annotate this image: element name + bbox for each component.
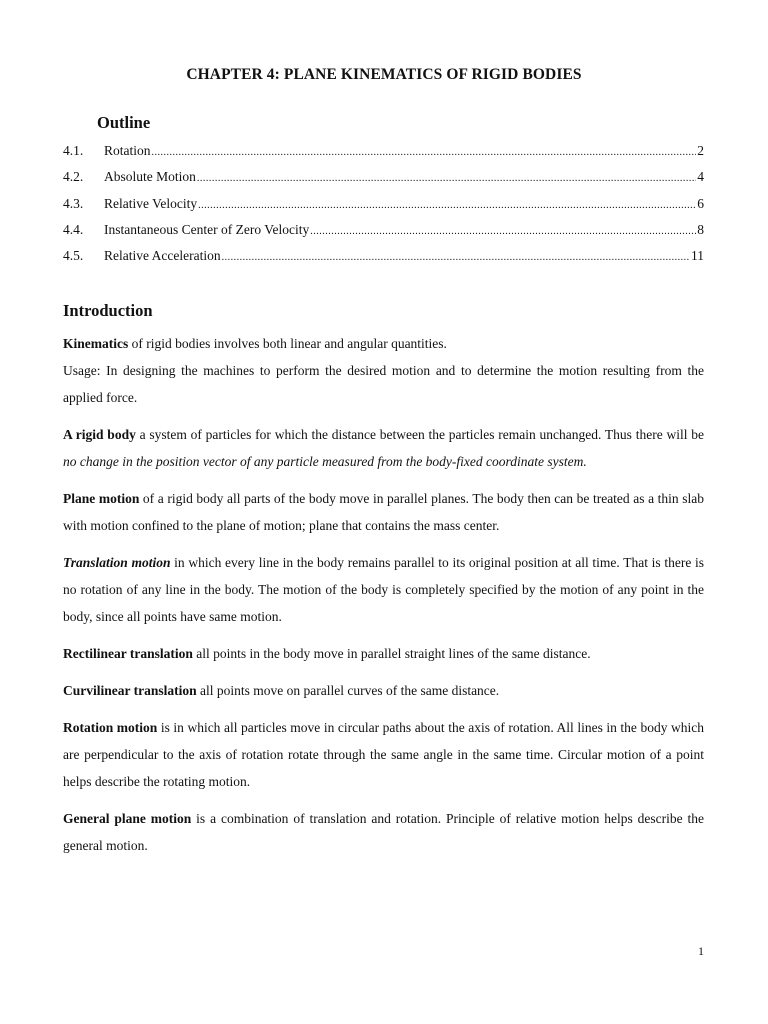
term-rectilinear-translation: Rectilinear translation	[63, 646, 193, 661]
toc-entry-rotation[interactable]	[63, 142, 704, 168]
outline-heading: Outline	[97, 113, 151, 132]
paragraph-kinematics	[63, 330, 704, 357]
toc-entry-instantaneous-center[interactable]	[63, 221, 704, 247]
toc-entry-relative-velocity[interactable]	[63, 195, 704, 221]
toc-entry-page: 6	[697, 195, 704, 211]
introduction-body	[63, 330, 704, 869]
toc-dot-leader	[152, 144, 697, 162]
chapter-title: CHAPTER 4: PLANE KINEMATICS OF RIGID BODIES	[186, 66, 582, 83]
toc-entry-number: 4.4.	[63, 221, 84, 237]
toc-entry-absolute-motion[interactable]	[63, 168, 704, 194]
paragraph-text: a system of particles for which the distance between the particles remain unchanged. Thus there will be	[135, 427, 704, 442]
page-number: 1	[698, 944, 704, 958]
toc-entry-title: Instantaneous Center of Zero Velocity	[104, 221, 310, 237]
introduction-heading: Introduction	[63, 301, 153, 320]
toc-entry-title: Relative Acceleration	[104, 248, 221, 264]
paragraph-rigid-body	[63, 421, 704, 475]
paragraph-plane-motion	[63, 485, 704, 539]
toc-entry-number: 4.2.	[63, 169, 84, 185]
paragraph-text: of rigid bodies involves both linear and angular quantities.	[128, 336, 447, 351]
paragraph-text: all points in the body move in parallel straight lines of the same distance.	[192, 646, 591, 661]
paragraph-rotation-motion	[63, 714, 704, 795]
term-rigid-body: A rigid body	[63, 427, 136, 442]
paragraph-text: of a rigid body all parts of the body move in parallel planes. The body then can be treated as a thin slab with motion confined to the plane of motion; plane that contains the mass center.	[63, 491, 705, 533]
term-rotation-motion: Rotation motion	[63, 720, 158, 735]
table-of-contents	[63, 142, 704, 273]
term-general-plane-motion: General plane motion	[63, 811, 192, 826]
toc-entry-number: 4.1.	[63, 143, 84, 158]
toc-dot-leader	[310, 223, 696, 241]
toc-dot-leader	[197, 170, 696, 188]
toc-entry-page: 8	[697, 221, 704, 237]
term-curvilinear-translation: Curvilinear translation	[63, 683, 197, 698]
paragraph-usage: Usage: In designing the machines to perform the desired motion and to determine the motion resulting from the applied force.	[63, 363, 704, 405]
toc-dot-leader	[198, 197, 696, 215]
toc-entry-page: 2	[697, 143, 704, 158]
paragraph-text: in which every line in the body remains parallel to its original position at all time. That is there is no rotation of any line in the body. The motion of the body is completely specified by the motion of any point in the body, since all points have same motion.	[63, 555, 705, 624]
term-kinematics: Kinematics	[63, 336, 129, 351]
toc-entry-number: 4.5.	[63, 248, 84, 264]
term-plane-motion: Plane motion	[63, 491, 140, 506]
toc-entry-title: Absolute Motion	[104, 169, 196, 185]
toc-entry-page: 11	[691, 248, 704, 264]
toc-entry-page: 4	[697, 169, 704, 185]
paragraph-general-plane-motion	[63, 805, 704, 859]
paragraph-curvilinear-translation	[63, 677, 704, 704]
toc-entry-number: 4.3.	[63, 195, 84, 211]
emphasis-text: no change in the position vector of any particle measured from the body-fixed coordinate system.	[63, 454, 587, 469]
term-translation-motion: Translation motion	[63, 555, 171, 570]
toc-entry-title: Relative Velocity	[104, 195, 198, 211]
paragraph-text: all points move on parallel curves of the same distance.	[196, 683, 500, 698]
toc-entry-relative-acceleration[interactable]	[63, 247, 704, 273]
paragraph-translation-motion	[63, 549, 704, 630]
toc-entry-title: Rotation	[104, 143, 151, 158]
paragraph-rectilinear-translation	[63, 640, 704, 667]
paragraph-text: is in which all particles move in circular paths about the axis of rotation. All lines in the body which are perpendicular to the axis of rotation rotate through the same angle in the same time. Circular motion of a point helps describe the rotating motion.	[63, 720, 704, 789]
paragraph-text: is a combination of translation and rotation. Principle of relative motion helps describe the general motion.	[63, 811, 704, 853]
toc-dot-leader	[222, 249, 690, 267]
